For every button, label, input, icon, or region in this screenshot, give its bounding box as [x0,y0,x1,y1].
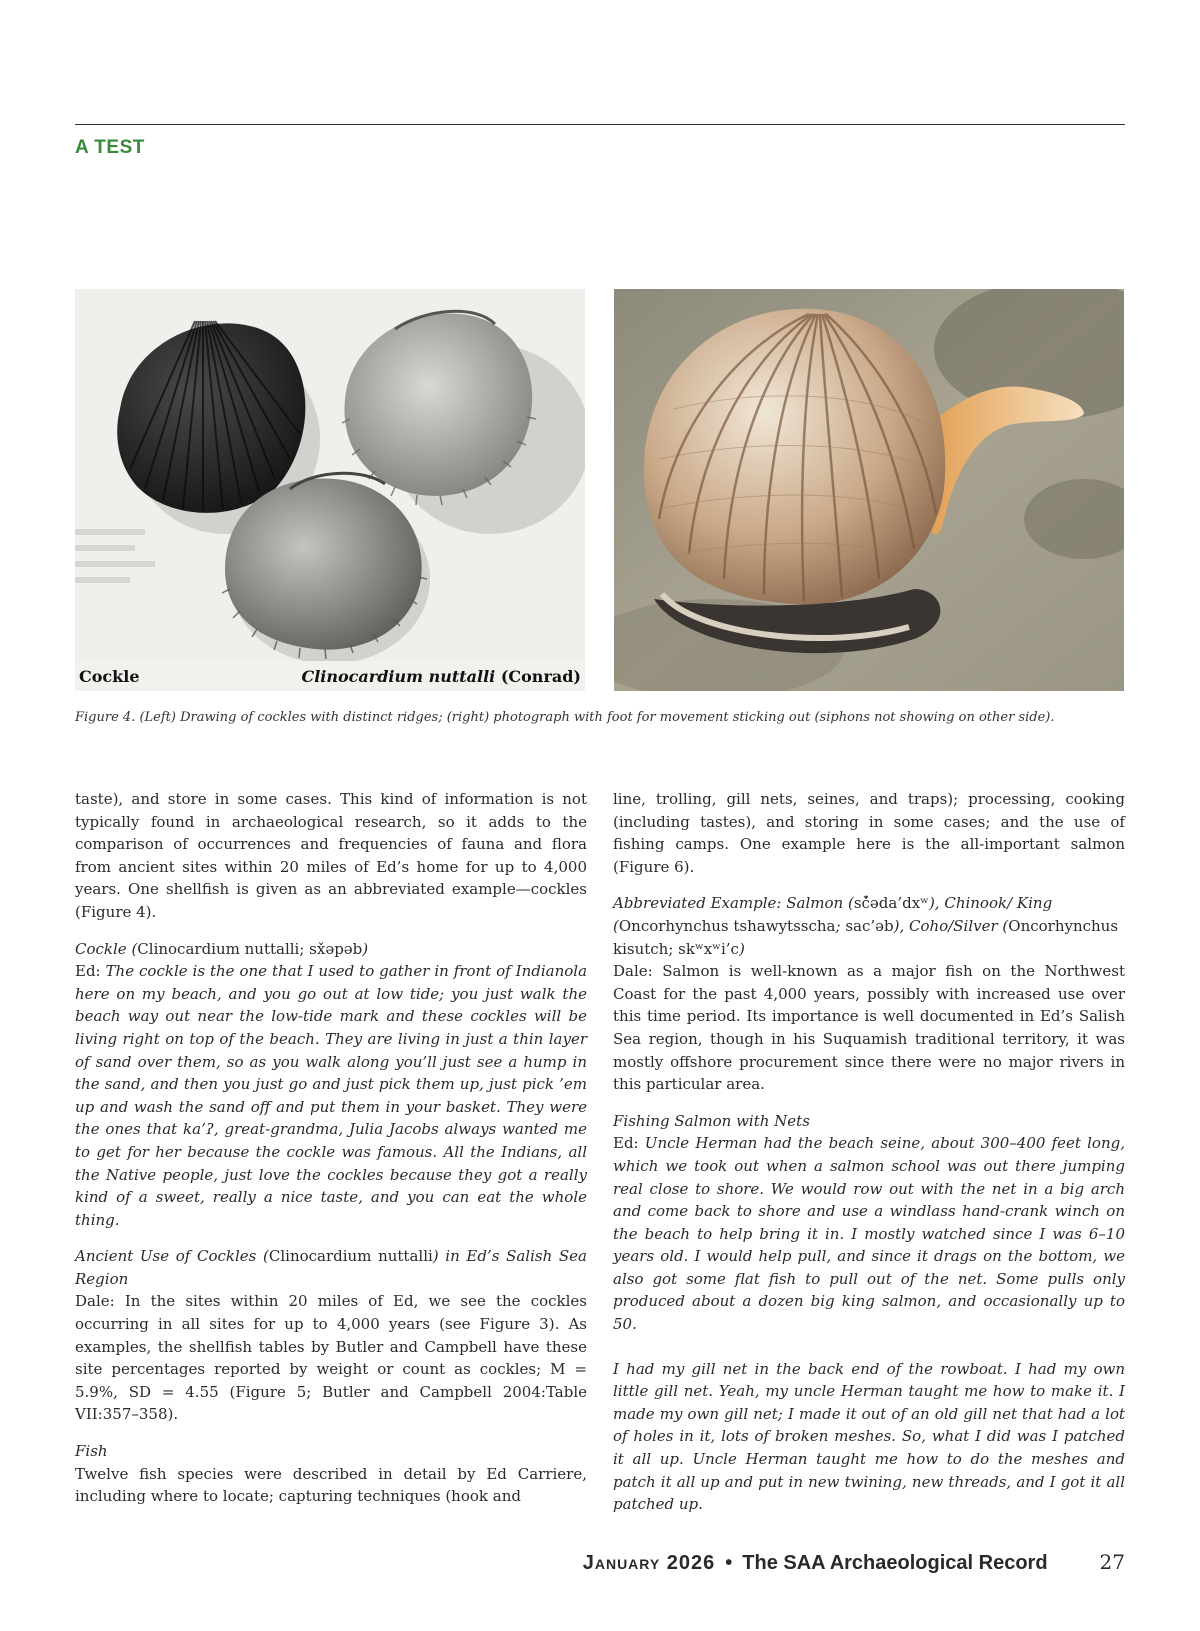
drawing-label-latin: Clinocardium nuttalli [301,667,496,686]
salmon-heading-h: Oncorhynchus kisutch; skʷxʷi’c [613,916,1119,958]
right-paragraph-3 [613,1132,1125,1335]
fishing-nets-heading: Fishing Salmon with Nets [613,1111,810,1130]
drawing-label-common-name: Cockle [79,667,140,686]
footer-journal-title: The SAA Archaeological Record [742,1552,1048,1574]
page-number: 27 [1099,1550,1125,1574]
right-paragraph-1: line, trolling, gill nets, seines, and traps); processing, cooking (including tastes), and storing in some cases; and the use of fishing camps. One example here is the all-important salmon (Figure 6). [613,790,1125,876]
salmon-heading [613,892,1125,960]
salmon-heading-g: ), Coho/Silver ( [893,916,1009,935]
left-paragraph-3: Dale: In the sites within 20 miles of Ed, we see the cockles occurring in all sites for up to 4,000 years (see Figure 3). As examples, the shellfish tables by Butler and Campbell have these site percentages reported by weight or count as cockles; M = 5.9%, SD = 4.55 (Figure 5; Butler and Campbell 2004:Table VII:357–358). [75,1292,587,1424]
speaker-ed: Ed: [75,962,106,981]
ancient-use-heading-latin: Clinocardium nuttalli [268,1247,433,1266]
fish-heading: Fish [75,1442,108,1461]
cockle-drawing-figure [75,289,585,691]
cockle-heading-latin: Clinocardium nuttalli; sx̌əpəb [137,939,363,958]
right-paragraph-4: I had my gill net in the back end of the rowboat. I had my own little gill net. Yeah, my uncle Herman taught me how to make it. I made my own gill net; I made it out of an old gill net that had a lot of holes in it, lots of broken meshes. So, what I did was I patched it all up. Uncle Herman taught me how to do the meshes and patch it all up and put in new twining, new threads, and I got it all patched up. [613,1359,1125,1514]
ancient-use-heading-c: ) in Ed’s Salish Sea Region [75,1247,587,1288]
salmon-heading-i: ) [738,939,745,958]
header-rule [75,124,1125,125]
salmon-heading-a: Abbreviated Example: Salmon ( [613,894,854,913]
ancient-use-heading [75,1245,587,1290]
cockle-photo-figure [614,289,1124,691]
ancient-use-heading-a: Ancient Use of Cockles ( [75,1247,269,1266]
ed-quote-seine: Uncle Herman had the beach seine, about 300–400 feet long, which we took out when a salmon school was out there jumping real close to shore. We would row out with the net in a big arch and come back to shore and use a windlass hand-crank winch on the beach to help bring it in. I mostly watched since I was 6–10 years old. I would help pull, and since it drags on the bottom, we also got some flat fish to pull out of the net. Some pulls only produced about a dozen big king salmon, and occasionally up to 50. [613,1134,1125,1334]
salmon-heading-e: ; [835,916,846,935]
drawing-label [75,661,585,691]
salmon-heading-d: Oncorhynchus tshawytsscha [618,916,836,935]
cockle-drawing-image [75,289,585,661]
section-heading: A TEST [75,137,145,158]
salmon-heading-f: sac’əb [845,916,894,935]
cockle-heading [75,938,587,961]
speaker-ed-2: Ed: [613,1134,645,1153]
figure-caption: Figure 4. (Left) Drawing of cockles with distinct ridges; (right) photograph with foot for movement sticking out (siphons not showing on other side). [75,710,1055,725]
page-footer [583,1550,1125,1575]
cockle-photo-image [614,289,1124,691]
right-paragraph-2: Dale: Salmon is well-known as a major fish on the Northwest Coast for the past 4,000 years, possibly with increased use over this time period. Its importance is well documented in Ed’s Salish Sea region, though in his Suquamish traditional territory, it was mostly offshore procurement since there were no major rivers in this particular area. [613,962,1125,1094]
left-paragraph-1: taste), and store in some cases. This kind of information is not typically found in archaeological research, so it adds to the comparison of occurrences and frequencies of fauna and flora from ancient sites within 20 miles of Ed’s home for up to 4,000 years. One shellfish is given as an abbreviated example—cockles (Figure 4). [75,790,587,921]
drawing-label-author: (Conrad) [500,667,581,686]
salmon-heading-b: sč̓əda’dxʷ [853,894,929,913]
left-paragraph-4: Twelve fish species were described in detail by Ed Carriere, including where to locate; capturing techniques (hook and [75,1464,587,1506]
cockle-heading-c: ) [362,939,369,958]
left-paragraph-2 [75,960,587,1231]
drawing-label-species [301,667,581,686]
ed-quote-cockle: The cockle is the one that I used to gather in front of Indianola here on my beach, and you go out at low tide; you just walk the beach way out near the low-tide mark and these cockles will be living right on top of the beach. They are living in just a thin layer of sand over them, so as you walk along you’ll just see a hump in the sand, and then you just go and just pick them up, just pick ’em up and wash the sand off and put them in your basket. They were the ones that ka’ʔ, great-grandma, Julia Jacobs always wanted me to get for her because the cockle was famous. All the Indians, all the Native people, just love the cockles because they got a really kind of a sweet, really a nice taste, and you can eat the whole thing. [75,962,588,1229]
right-column [613,788,1125,1516]
footer-issue-date: January 2026 [582,1552,716,1574]
salmon-heading-c: ), Chinook/ King ( [613,894,1053,935]
footer-bullet-icon: • [725,1552,733,1574]
cockle-heading-a: Cockle ( [75,939,138,958]
left-column [75,788,587,1508]
